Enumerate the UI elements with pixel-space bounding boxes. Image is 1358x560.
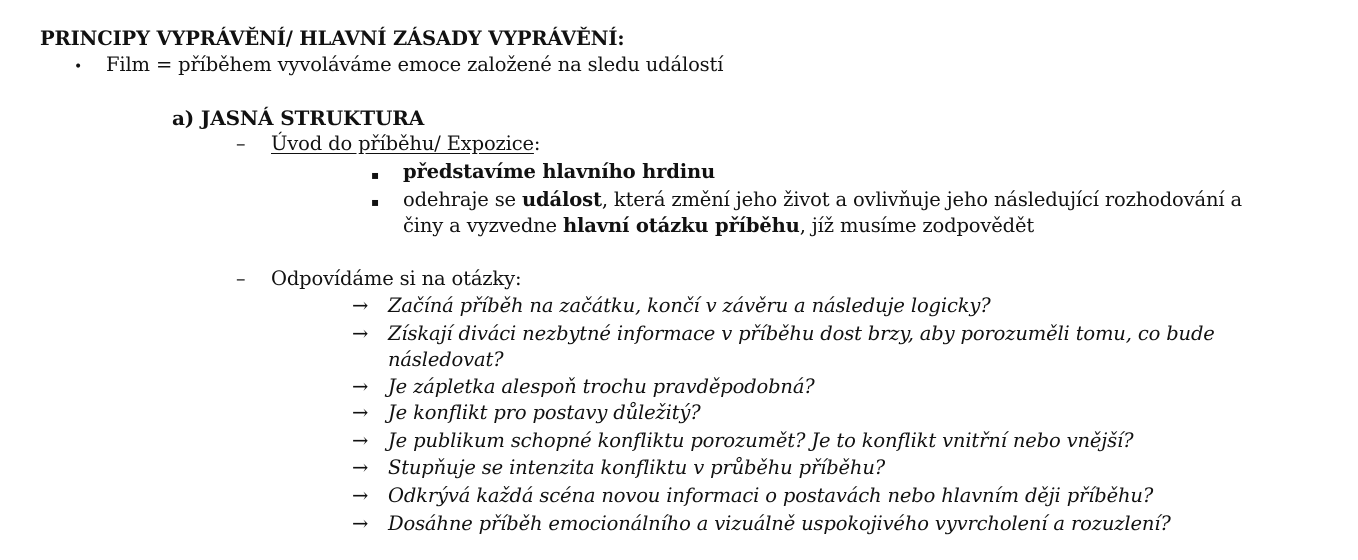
exposition-heading: [271, 132, 540, 156]
question-item: Získají diváci nezbytné informace v příběhu dost brzy, aby porozuměli tomu, co bude: [388, 322, 1215, 345]
question-item: Je konflikt pro postavy důležitý?: [388, 401, 701, 424]
exposition-colon: :: [533, 132, 541, 155]
text-fragment: , která změní jeho život a ovlivňuje jeho následující rozhodování a: [601, 188, 1243, 211]
arrow-marker: →: [352, 375, 369, 398]
exposition-item-event-line-1: [403, 188, 1242, 212]
arrow-marker: →: [352, 456, 369, 479]
text-fragment: činy a vyzvedne: [403, 214, 563, 237]
exposition-item-event-line-2: [403, 214, 1034, 238]
square-bullet: ▪: [371, 195, 379, 209]
question-item: Začíná příběh na začátku, končí v závěru a následuje logicky?: [388, 294, 991, 317]
question-item: Odkrývá každá scéna novou informaci o postavách nebo hlavním ději příběhu?: [388, 484, 1154, 507]
arrow-marker: →: [352, 512, 369, 535]
question-item: Je zápletka alespoň trochu pravděpodobná?: [388, 375, 815, 398]
question-item: Je publikum schopné konfliktu porozumět? Je to konflikt vnitřní nebo vnější?: [388, 429, 1134, 452]
bullet-marker: •: [74, 59, 83, 75]
dash-marker: –: [236, 268, 246, 290]
section-a-title: a) JASNÁ STRUKTURA: [172, 106, 425, 130]
exposition-item-hero: představíme hlavního hrdinu: [403, 160, 716, 183]
dash-marker: –: [236, 133, 246, 155]
question-item: Dosáhne příběh emocionálního a vizuálně uspokojivého vyvrcholení a rozuzlení?: [388, 512, 1171, 535]
arrow-marker: →: [352, 484, 369, 507]
arrow-marker: →: [352, 322, 369, 345]
bold-fragment: událost: [522, 188, 602, 211]
questions-heading: Odpovídáme si na otázky:: [271, 267, 522, 290]
intro-text: Film = příběhem vyvoláváme emoce založené na sledu událostí: [106, 53, 724, 76]
arrow-marker: →: [352, 429, 369, 452]
question-item-continuation: následovat?: [388, 348, 504, 371]
arrow-marker: →: [352, 401, 369, 424]
text-fragment: , jíž musíme zodpovědět: [799, 214, 1035, 237]
text-fragment: odehraje se: [403, 188, 522, 211]
question-item: Stupňuje se intenzita konfliktu v průběhu příběhu?: [388, 456, 886, 479]
square-bullet: ▪: [371, 168, 379, 182]
page-title: PRINCIPY VYPRÁVĚNÍ/ HLAVNÍ ZÁSADY VYPRÁVĚNÍ:: [40, 27, 625, 50]
exposition-label: Úvod do příběhu/ Expozice: [271, 132, 534, 155]
arrow-marker: →: [352, 294, 369, 317]
bold-fragment: hlavní otázku příběhu: [563, 214, 800, 237]
